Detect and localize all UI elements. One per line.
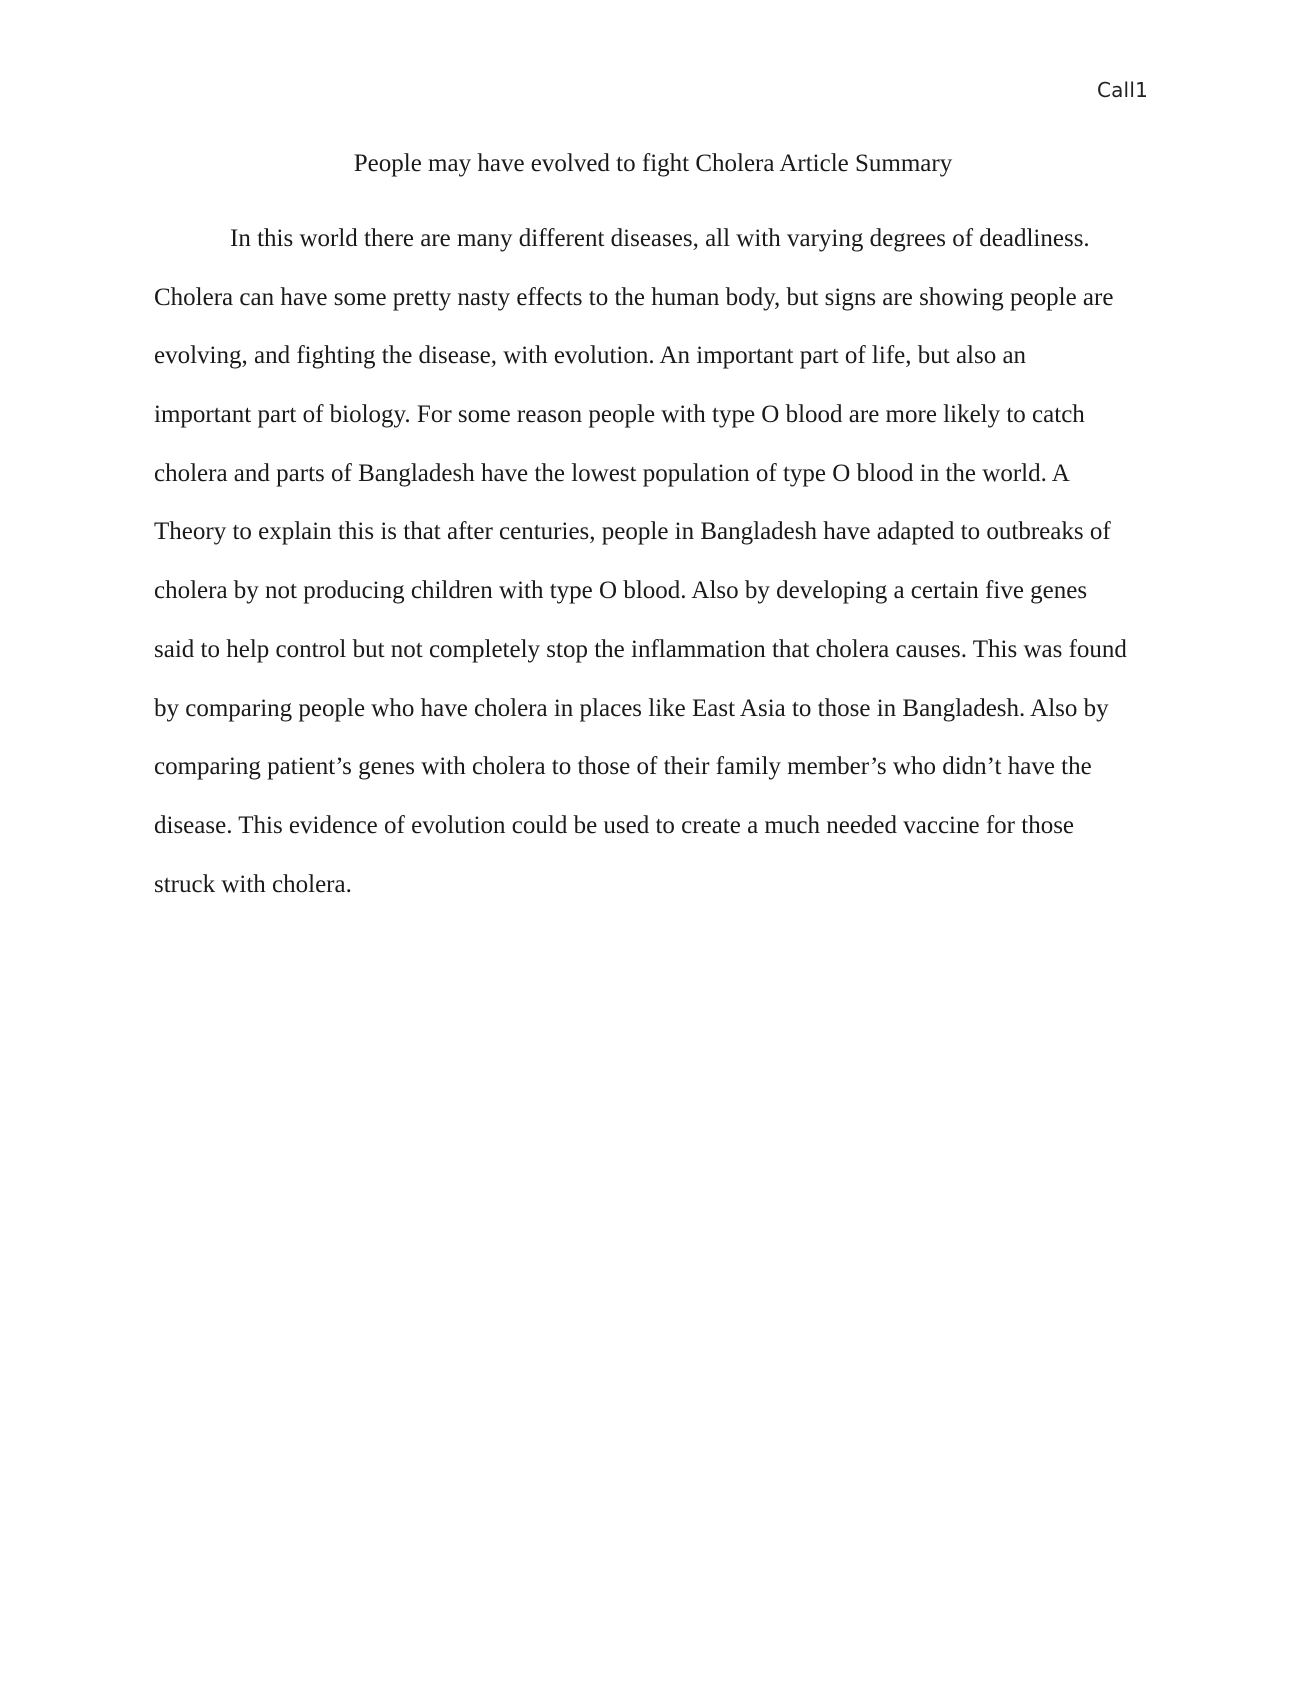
running-header: Call1 — [1096, 78, 1148, 102]
paragraph-line: cholera and parts of Bangladesh have the lowest population of type O blood in the world. A — [154, 459, 1070, 487]
paragraph-line: by comparing people who have cholera in places like East Asia to those in Bangladesh. Also by — [154, 694, 1109, 722]
paragraph-line: Cholera can have some pretty nasty effects to the human body, but signs are showing people are — [154, 283, 1114, 311]
paragraph-line: cholera by not producing children with type O blood. Also by developing a certain five genes — [154, 577, 1088, 605]
paragraph-line: struck with cholera. — [154, 870, 352, 898]
document-title: People may have evolved to fight Cholera Article Summary — [353, 150, 953, 177]
paragraph-line: comparing patient’s genes with cholera to those of their family member’s who didn’t have the — [154, 753, 1092, 781]
paragraph-line: In this world there are many different diseases, all with varying degrees of deadliness. — [230, 225, 1090, 252]
paragraph-line: evolving, and fighting the disease, with evolution. An important part of life, but also an — [154, 342, 1027, 370]
paragraph-line: Theory to explain this is that after centuries, people in Bangladesh have adapted to outbreaks of — [154, 518, 1111, 546]
body-paragraph — [154, 224, 1154, 928]
paragraph-line: important part of biology. For some reason people with type O blood are more likely to catch — [154, 401, 1085, 429]
paragraph-line: said to help control but not completely stop the inflammation that cholera causes. This was found — [154, 635, 1127, 663]
paragraph-line: disease. This evidence of evolution could be used to create a much needed vaccine for those — [154, 811, 1075, 839]
